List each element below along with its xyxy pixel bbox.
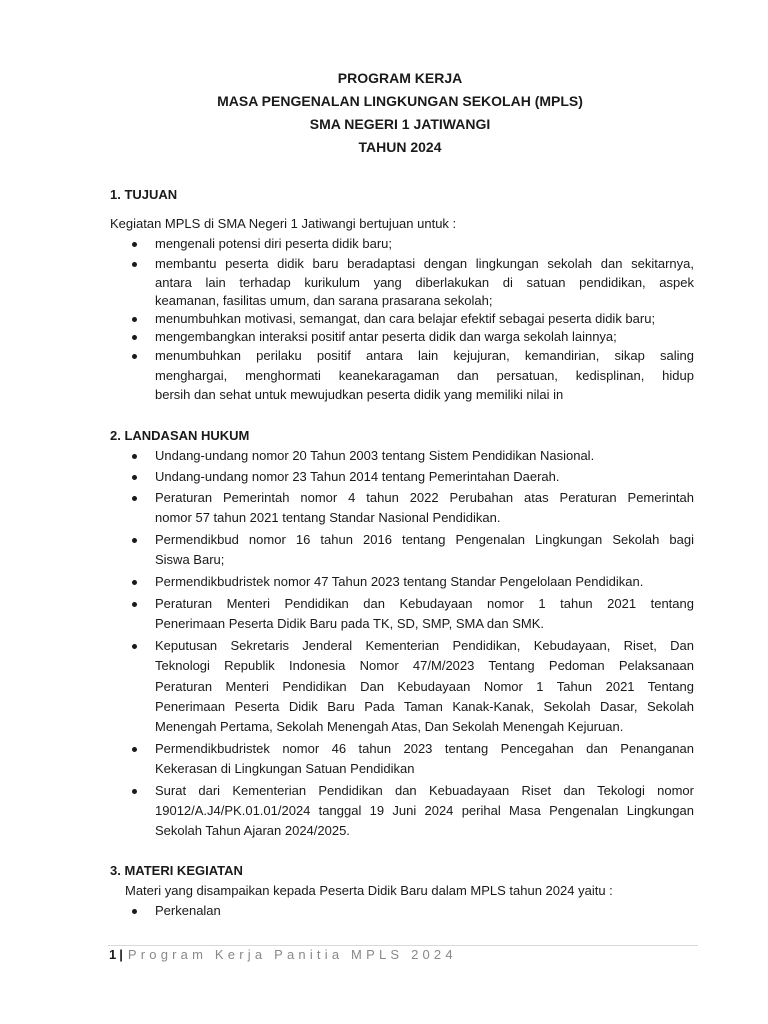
list-item-line: menghargai, menghormati keanekaragaman dan persatuan, kedisplinan, hidup: [155, 368, 694, 383]
list-item-line: bersih dan sehat untuk mewujudkan peserta didik yang memiliki nilai in: [155, 387, 564, 402]
list-item-line: Surat dari Kementerian Pendidikan dan Kebuadayaan Riset dan Tekologi nomor: [155, 783, 694, 798]
page-footer: 1 | Program Kerja Panitia MPLS 2024: [109, 947, 457, 962]
list-item-line: menumbuhkan perilaku positif antara lain kejujuran, kemandirian, sikap saling: [155, 348, 694, 363]
bullet-icon: [132, 602, 137, 607]
list-item-line: Keputusan Sekretaris Jenderal Kementerian Pendidikan, Kebudayaan, Riset, Dan: [155, 638, 694, 653]
list-item-line: Penerimaan Peserta Didik Baru Pada Taman Kanak-Kanak, Sekolah Dasar, Sekolah: [155, 699, 694, 714]
list-item-line: menumbuhkan motivasi, semangat, dan cara belajar efektif sebagai peserta didik baru;: [155, 311, 656, 326]
bullet-icon: [132, 262, 137, 267]
list-item-line: Penerimaan Peserta Didik Baru pada TK, SD, SMP, SMA dan SMK.: [155, 616, 544, 631]
list-item-line: Permendikbud nomor 16 tahun 2016 tentang Pengenalan Lingkungan Sekolah bagi: [155, 532, 694, 547]
list-item-line: Undang-undang nomor 23 Tahun 2014 tentang Pemerintahan Daerah.: [155, 469, 560, 484]
list-item-line: keamanan, fasilitas umum, dan sarana prasarana sekolah;: [155, 293, 493, 308]
list-item-line: Undang-undang nomor 20 Tahun 2003 tentang Sistem Pendidikan Nasional.: [155, 448, 595, 463]
document-subtitle: TAHUN 2024: [358, 139, 442, 155]
list-item-line: Peraturan Menteri Pendidikan dan Kebudayaan nomor 1 tahun 2021 tentang: [155, 596, 694, 611]
list-item-line: mengenali potensi diri peserta didik baru;: [155, 236, 393, 251]
bullet-icon: [132, 496, 137, 501]
list-item-line: Peraturan Pemerintah nomor 4 tahun 2022 Perubahan atas Peraturan Pemerintah: [155, 490, 694, 505]
section-intro: Materi yang disampaikan kepada Peserta Didik Baru dalam MPLS tahun 2024 yaitu :: [125, 883, 613, 898]
bullet-icon: [132, 242, 137, 247]
bullet-icon: [132, 747, 137, 752]
list-item-line: Sekolah Tahun Ajaran 2024/2025.: [155, 823, 350, 838]
bullet-icon: [132, 789, 137, 794]
document-subtitle: SMA NEGERI 1 JATIWANGI: [309, 116, 491, 132]
bullet-icon: [132, 644, 137, 649]
bullet-icon: [132, 354, 137, 359]
bullet-icon: [132, 580, 137, 585]
list-item-line: Perkenalan: [155, 903, 221, 918]
footer-text: Program Kerja Panitia MPLS 2024: [127, 947, 457, 962]
list-item-line: Kekerasan di Lingkungan Satuan Pendidikan: [155, 761, 415, 776]
list-item-line: Permendikbudristek nomor 47 Tahun 2023 tentang Standar Pengelolaan Pendidikan.: [155, 574, 644, 589]
section-heading: 1. TUJUAN: [110, 187, 178, 202]
section-intro: Kegiatan MPLS di SMA Negeri 1 Jatiwangi bertujuan untuk :: [110, 216, 457, 231]
bullet-icon: [132, 538, 137, 543]
list-item-line: Permendikbudristek nomor 46 tahun 2023 tentang Pencegahan dan Penanganan: [155, 741, 694, 756]
section-heading: 3. MATERI KEGIATAN: [110, 863, 243, 878]
list-item-line: Siswa Baru;: [155, 552, 225, 567]
bullet-icon: [132, 335, 137, 340]
list-item-line: Menengah Pertama, Sekolah Menengah Atas, Dan Sekolah Menengah Kejuruan.: [155, 719, 624, 734]
list-item-line: nomor 57 tahun 2021 tentang Standar Nasional Pendidikan.: [155, 510, 501, 525]
section-heading: 2. LANDASAN HUKUM: [110, 428, 250, 443]
page-number: 1: [109, 947, 117, 962]
list-item-line: mengembangkan interaksi positif antar peserta didik dan warga sekolah lainnya;: [155, 329, 617, 344]
document-subtitle: MASA PENGENALAN LINGKUNGAN SEKOLAH (MPLS): [217, 93, 583, 109]
list-item-line: Peraturan Menteri Pendidikan Dan Kebudayaan Nomor 1 Tahun 2021 Tentang: [155, 679, 694, 694]
footer-divider: [108, 945, 698, 946]
bullet-icon: [132, 909, 137, 914]
list-item-line: 19012/A.J4/PK.01.01/2024 tanggal 19 Juni 2024 perihal Masa Pengenalan Lingkungan: [155, 803, 694, 818]
bullet-icon: [132, 454, 137, 459]
bullet-icon: [132, 317, 137, 322]
bullet-icon: [132, 475, 137, 480]
document-title: PROGRAM KERJA: [337, 70, 463, 86]
list-item-line: membantu peserta didik baru beradaptasi dengan lingkungan sekolah dan sekitarnya,: [155, 256, 694, 271]
list-item-line: antara lain terhadap kurikulum yang diberlakukan di satuan pendidikan, aspek: [155, 275, 694, 290]
list-item-line: Teknologi Republik Indonesia Nomor 47/M/2023 Tentang Pedoman Pelaksanaan: [155, 658, 694, 673]
